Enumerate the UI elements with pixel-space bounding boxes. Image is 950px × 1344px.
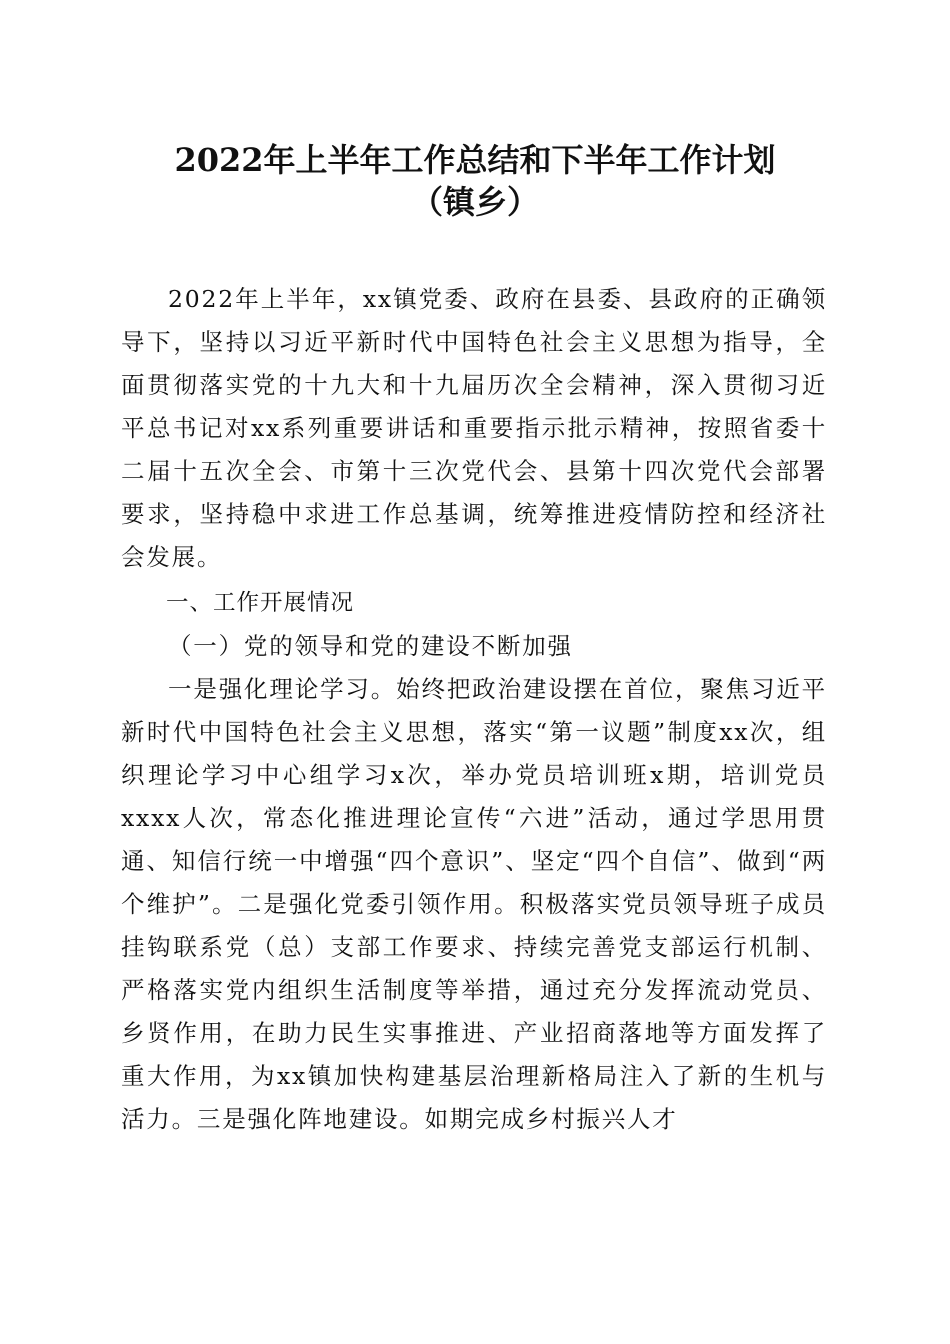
subsection-heading: （一）党的领导和党的建设不断加强 <box>168 632 573 660</box>
section-heading: 一、工作开展情况 <box>166 590 355 616</box>
document-subtitle: （镇乡） <box>410 183 539 221</box>
subsection-paragraph: 一是强化理论学习。始终把政治建设摆在首位，聚焦习近平新时代中国特色社会主义思想，落实“第一议题”制度xx次，组织理论学习中心组学习x次，举办党员培训班x期，培训党员xxxx人次，常态化推进理论宣传“六进”活动，通过学思用贯通、知信行统一中增强“四个意识”、坚定“四个自信”、做到“两个维护”。二是强化党委引领作用。积极落实党员领导班子成员挂钩联系党（总）支部工作要求、持续完善党支部运行机制、严格落实党内组织生活制度等举措，通过充分发挥流动党员、乡贤作用，在助力民生实事推进、产业招商落地等方面发挥了重大作用，为xx镇加快构建基层治理新格局注入了新的生机与活力。三是强化阵地建设。如期完成乡村振兴人才 <box>121 675 827 1133</box>
document-body <box>121 278 827 1141</box>
document-title: 2022年上半年工作总结和下半年工作计划 <box>174 141 776 179</box>
intro-paragraph: 2022年上半年，xx镇党委、政府在县委、县政府的正确领导下，坚持以习近平新时代中国特色社会主义思想为指导，全面贯彻落实党的十九大和十九届历次全会精神，深入贯彻习近平总书记对xx系列重要讲话和重要指示批示精神，按照省委十二届十五次全会、市第十三次党代会、县第十四次党代会部署要求，坚持稳中求进工作总基调，统筹推进疫情防控和经济社会发展。 <box>121 285 827 571</box>
